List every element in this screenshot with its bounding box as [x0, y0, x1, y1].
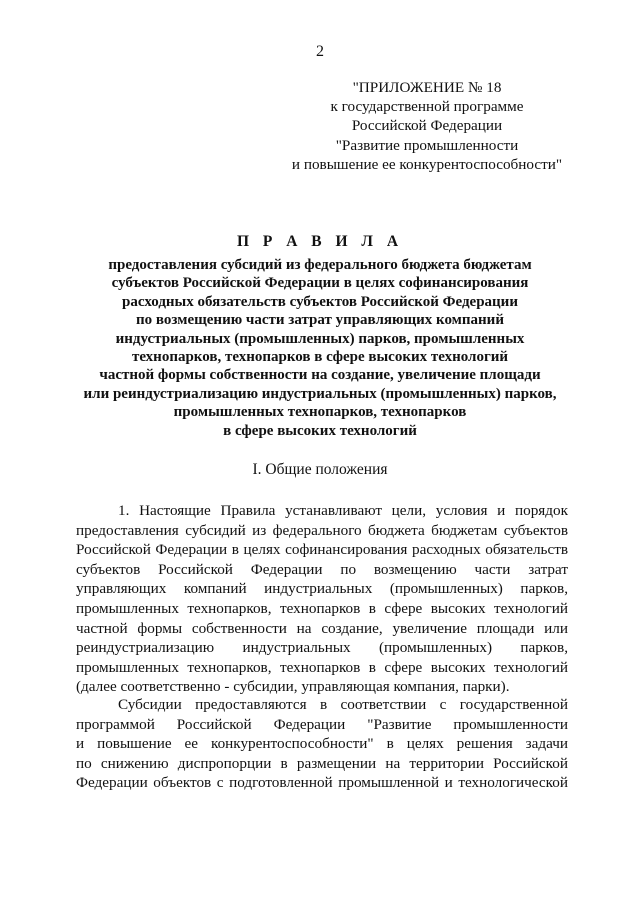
paragraph-line: Российской Федерации в целях софинансирования расходных обязательств — [76, 541, 568, 559]
section-title: I. Общие положения — [252, 461, 388, 478]
rules-subtitle-line: промышленных технопарков, технопарков — [173, 404, 467, 421]
paragraph-line: предоставления субсидий из федерального бюджета бюджетам субъектов — [76, 521, 568, 539]
paragraph-line: промышленных технопарков, технопарков в сфере высоких технологий — [76, 658, 568, 676]
annex-block — [282, 78, 572, 174]
rules-subtitle-line: по возмещению части затрат управляющих компаний — [136, 312, 504, 329]
paragraph-line: Субсидии предоставляются в соответствии с государственной — [118, 696, 568, 713]
annex-line: и повышение ее конкурентоспособности" — [291, 155, 563, 173]
paragraph-line: (далее соответственно - субсидии, управляющая компания, парки). — [76, 678, 510, 696]
paragraph-line: Федерации объектов с подготовленной промышленной и технологической — [76, 774, 568, 792]
rules-heading: П Р А В И Л А — [236, 233, 404, 250]
paragraph-line: управляющих компаний индустриальных (промышленных) парков, — [76, 580, 568, 598]
annex-line: "Развитие промышленности — [335, 136, 519, 154]
paragraph-line: промышленных технопарков, технопарков в сфере высоких технологий — [76, 599, 568, 617]
rules-subtitle-line: в сфере высоких технологий — [223, 422, 417, 439]
paragraph-2 — [76, 695, 568, 793]
paragraph-line: и повышение ее конкурентоспособности" в целях решения задачи — [76, 735, 568, 753]
rules-subtitle-line: или реиндустриализацию индустриальных (промышленных) парков, — [83, 385, 557, 402]
rules-subtitle-line: расходных обязательств субъектов Российской Федерации — [122, 293, 518, 310]
annex-line: "ПРИЛОЖЕНИЕ № 18 — [352, 79, 502, 96]
page-number: 2 — [316, 43, 324, 60]
paragraph-line: по снижению диспропорции в размещении на территории Российской — [76, 754, 568, 772]
paragraph-line: программой Российской Федерации "Развитие промышленности — [76, 715, 568, 733]
paragraph-1 — [76, 501, 568, 697]
rules-subtitle-line: предоставления субсидий из федерального бюджета бюджетам — [108, 257, 532, 273]
paragraph-line: 1. Настоящие Правила устанавливают цели, условия и порядок — [118, 502, 568, 519]
rules-subtitle-line: технопарков, технопарков в сфере высоких технологий — [131, 349, 509, 366]
rules-subtitle-line: частной формы собственности на создание, увеличение площади — [99, 367, 541, 384]
paragraph-line: субъектов Российской Федерации по возмещению части затрат — [76, 560, 568, 578]
paragraph-line: реиндустриализацию индустриальных (промышленных) парков, — [76, 639, 568, 657]
annex-line: к государственной программе — [330, 98, 524, 116]
rules-subtitle-line: индустриальных (промышленных) парков, промышленных — [115, 330, 525, 347]
annex-line: Российской Федерации — [351, 117, 503, 135]
rules-subtitle — [0, 256, 640, 440]
rules-subtitle-line: субъектов Российской Федерации в целях софинансирования — [111, 275, 529, 292]
paragraph-line: частной формы собственности на создание, увеличение площади или — [76, 619, 568, 637]
